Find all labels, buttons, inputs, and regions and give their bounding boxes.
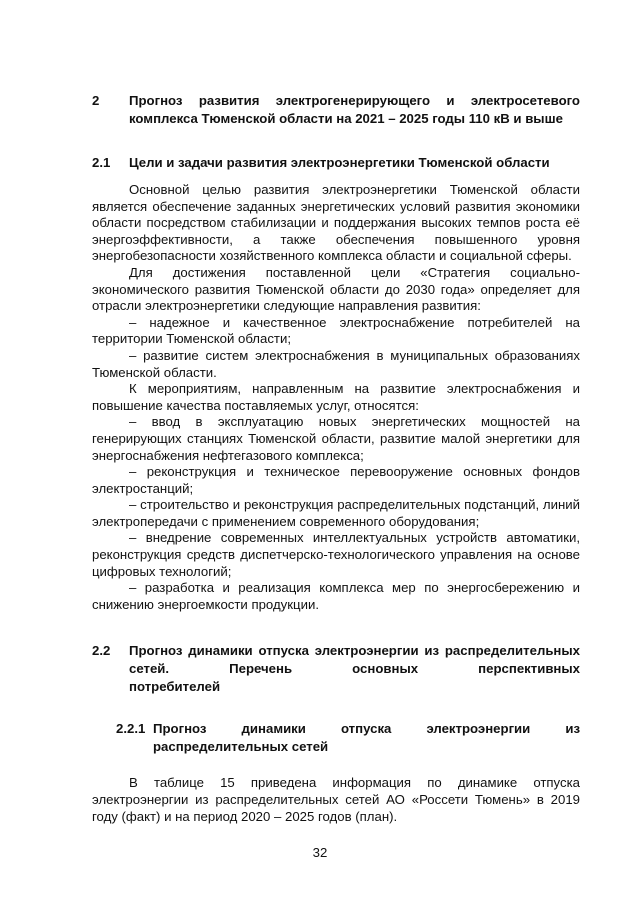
list-item: – ввод в эксплуатацию новых энергетических мощностей на генерирующих станциях Тюменской области, развитие малой энергетики для энергоснабжения нефтегазового комплекса; — [92, 414, 580, 463]
section-body-2-1 — [92, 182, 580, 613]
list-item: – строительство и реконструкция распределительных подстанций, линий электропередачи с применением современного оборудования; — [92, 497, 580, 529]
section-heading-2-2 — [92, 642, 580, 696]
paragraph: Основной целью развития электроэнергетики Тюменской области является обеспечение заданных энергетических условий развития экономики области посредством стабилизации и поддержания высоких темпов роста её энергоэффективности, а также обеспечения повышенного уровня энергобезопасности хозяйственного комплекса области и социальной сферы. — [92, 182, 580, 264]
section-title: Прогноз развития электрогенерирующего и электросетевого комплекса Тюменской области на 2021 – 2025 годы 110 кВ и выше — [129, 93, 580, 126]
document-page — [92, 92, 580, 825]
paragraph: В таблице 15 приведена информация по динамике отпуска электроэнергии из распределительных сетей АО «Россети Тюмень» в 2019 году (факт) и на период 2020 – 2025 годов (план). — [92, 775, 580, 824]
section-title — [129, 642, 580, 696]
section-heading-2 — [92, 92, 580, 128]
section-number: 2.2.1 — [116, 721, 146, 737]
section-number: 2.2 — [92, 643, 111, 659]
section-body-2-2-1 — [92, 775, 580, 825]
section-heading-2-1 — [92, 154, 580, 172]
list-item: – разработка и реализация комплекса мер по энергосбережению и снижению энергоемкости продукции. — [92, 580, 580, 612]
list-item: – реконструкция и техническое перевооружение основных фондов электростанций; — [92, 464, 580, 496]
section-title: Цели и задачи развития электроэнергетики Тюменской области — [129, 155, 550, 170]
list-item: – надежное и качественное электроснабжение потребителей на территории Тюменской области; — [92, 314, 580, 347]
section-number: 2.1 — [92, 155, 111, 170]
page-number: 32 — [312, 845, 328, 860]
paragraph: Для достижения поставленной цели «Стратегия социально-экономического развития Тюменской области до 2030 года» определяет для отрасли электроэнергетики следующие направления развития: — [92, 264, 580, 314]
section-number: 2 — [92, 93, 100, 108]
section-heading-2-2-1 — [116, 720, 580, 756]
section-title — [153, 720, 580, 756]
section-title-line: Прогноз динамики отпуска электроэнергии из — [153, 721, 580, 737]
section-title-line: распределительных сетей — [153, 739, 329, 755]
paragraph: К мероприятиям, направленным на развитие электроснабжения и повышение качества поставляемых услуг, относятся: — [92, 381, 580, 413]
list-item: – внедрение современных интеллектуальных устройств автоматики, реконструкция средств диспетчерско-технологического управления на основе цифровых технологий; — [92, 530, 580, 579]
section-title-line: потребителей — [129, 679, 221, 695]
list-item: – развитие систем электроснабжения в муниципальных образованиях Тюменской области. — [92, 347, 580, 380]
section-title-line: Прогноз динамики отпуска электроэнергии из распределительных сетей. Перечень основных перспективных — [129, 643, 580, 677]
